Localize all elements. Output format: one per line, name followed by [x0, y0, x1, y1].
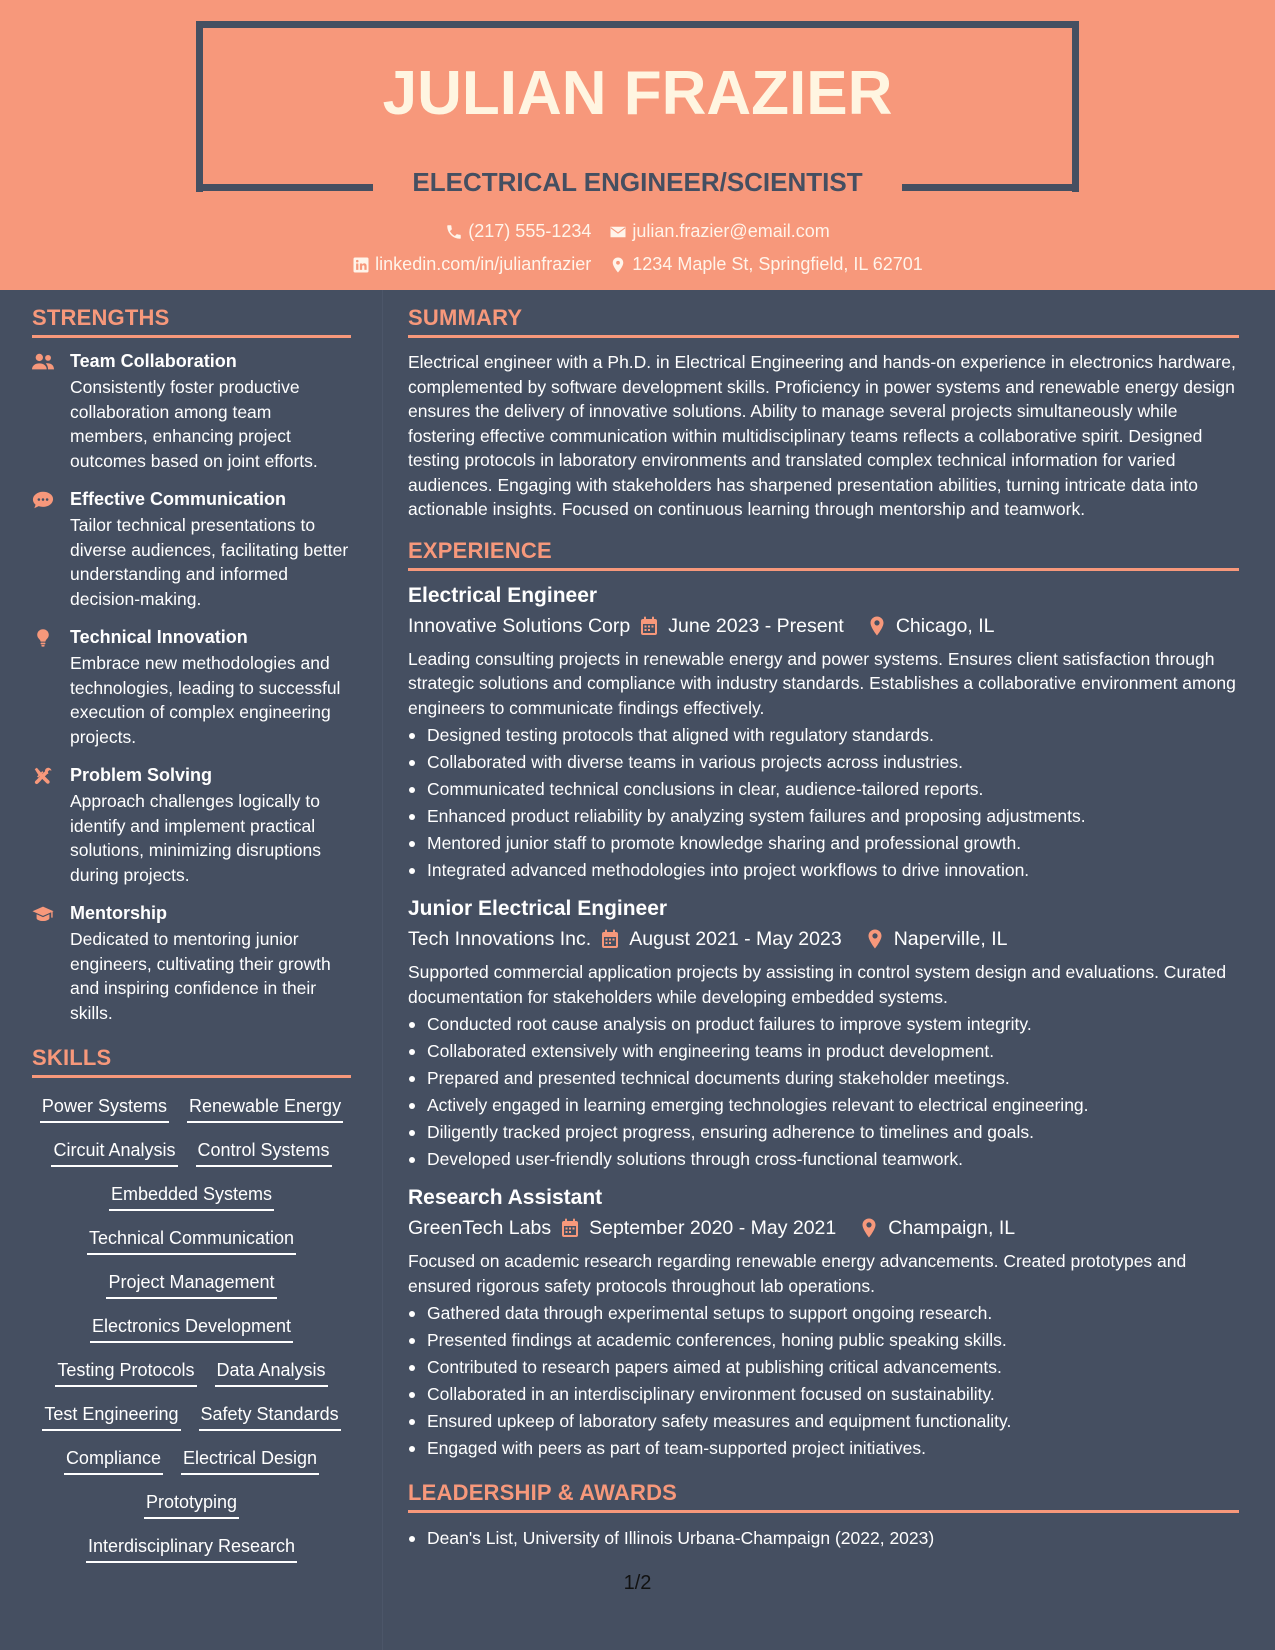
job-meta: [408, 1215, 1239, 1241]
summary-text: Electrical engineer with a Ph.D. in Electrical Engineering and hands-on experience in electronics hardware, complemented by software development skills. Proficiency in power systems and renewable energy design ensures the delivery of innovative solutions. Ability to manage several projects simultaneously while fostering effective communication within multidisciplinary teams reflects a collaborative spirit. Designed testing protocols in laboratory environments and translated complex technical information for varied audiences. Engaging with stakeholders has sharpened presentation abilities, turning intricate data into actionable insights. Focused on continuous learning through mentorship and teamwork.: [408, 352, 1236, 519]
job-description: Focused on academic research regarding renewable energy advancements. Created prototypes and ensured rigorous safety protocols throughout lab operations.: [408, 1251, 1187, 1296]
map-pin-icon: [860, 1218, 878, 1238]
linkedin-contact[interactable]: [352, 254, 591, 275]
job-dates: September 2020 - May 2021: [589, 1217, 837, 1239]
phone-icon: [445, 223, 463, 241]
right-column: [408, 305, 1239, 1552]
strength-desc: Consistently foster productive collaboration among team members, enhancing project outcomes based on joint efforts.: [70, 377, 318, 471]
skill-tag: Power Systems: [40, 1094, 169, 1123]
calendar-icon: [561, 1218, 579, 1238]
job-entry: [408, 1185, 1239, 1462]
lightbulb-icon: [32, 626, 56, 749]
skill-tag: Safety Standards: [199, 1402, 341, 1431]
bullet-item: Actively engaged in learning emerging technologies relevant to electrical engineering.: [408, 1092, 1239, 1119]
bullet-item: Mentored junior staff to promote knowledge sharing and professional growth.: [408, 830, 1239, 857]
job-bullets: [408, 722, 1239, 884]
skill-tag: Circuit Analysis: [51, 1138, 177, 1167]
users-icon: [32, 350, 56, 473]
strength-title: Technical Innovation: [70, 627, 248, 647]
strength-desc: Dedicated to mentoring junior engineers, cultivating their growth and inspiring confidence in their skills.: [70, 929, 331, 1023]
contact-row-2: [0, 254, 1275, 275]
calendar-icon: [601, 929, 619, 949]
skill-tag: Testing Protocols: [55, 1358, 196, 1387]
skill-row: [32, 1358, 351, 1387]
job-location: Chicago, IL: [895, 614, 995, 637]
candidate-name: JULIAN FRAZIER: [382, 59, 893, 128]
skill-tag: Interdisciplinary Research: [86, 1534, 297, 1563]
skill-tag: Renewable Energy: [187, 1094, 343, 1123]
page-number: 1/2: [623, 1572, 652, 1594]
email-text: julian.frazier@email.com: [632, 221, 830, 241]
bullet-item: Developed user-friendly solutions through cross-functional teamwork.: [408, 1146, 1239, 1173]
bullet-item: Collaborated extensively with engineering teams in product development.: [408, 1038, 1239, 1065]
job-bullets: [408, 1011, 1239, 1173]
strength-item: [32, 350, 351, 473]
bullet-item: Diligently tracked project progress, ensuring adherence to timelines and goals.: [408, 1119, 1239, 1146]
linkedin-text: linkedin.com/in/julianfrazier: [375, 254, 592, 274]
linkedin-icon: [352, 256, 370, 274]
left-column: [32, 305, 351, 1578]
job-entry: [408, 896, 1239, 1173]
job-company: Innovative Solutions Corp: [408, 614, 631, 637]
job-company: GreenTech Labs: [408, 1217, 552, 1239]
job-dates: August 2021 - May 2023: [629, 928, 842, 950]
strength-item: [32, 764, 351, 887]
bullet-item: Integrated advanced methodologies into project workflows to drive innovation.: [408, 857, 1239, 884]
skills-list: [32, 1094, 351, 1563]
bullet-item: Communicated technical conclusions in clear, audience-tailored reports.: [408, 776, 1239, 803]
summary-heading: SUMMARY: [408, 305, 1239, 338]
skill-row: [32, 1182, 351, 1211]
awards-list: [408, 1525, 1239, 1552]
bullet-item: Engaged with peers as part of team-supported project initiatives.: [408, 1435, 1239, 1462]
tools-icon: [32, 764, 56, 887]
skill-tag: Technical Communication: [87, 1226, 296, 1255]
job-meta: [408, 926, 1239, 952]
speech-bubble-icon: [32, 488, 56, 611]
envelope-icon: [609, 223, 627, 241]
bullet-item: Conducted root cause analysis on product failures to improve system integrity.: [408, 1011, 1239, 1038]
strength-item: [32, 488, 351, 611]
email-contact[interactable]: [609, 221, 829, 242]
skill-tag: Prototyping: [144, 1490, 239, 1519]
contact-row-1: [0, 221, 1275, 242]
bullet-item: Designed testing protocols that aligned with regulatory standards.: [408, 722, 1239, 749]
strength-title: Mentorship: [70, 903, 167, 923]
skill-tag: Test Engineering: [42, 1402, 180, 1431]
address-contact: [609, 254, 923, 275]
skill-row: [32, 1270, 351, 1299]
skill-row: [32, 1094, 351, 1123]
job-dates: June 2023 - Present: [668, 614, 844, 637]
title-frame-edge-right: [902, 184, 1079, 191]
skill-row: [32, 1534, 351, 1563]
skill-tag: Project Management: [106, 1270, 276, 1299]
job-title: ELECTRICAL ENGINEER/SCIENTIST: [412, 167, 863, 197]
graduation-cap-icon: [32, 902, 56, 1025]
skill-row: [32, 1226, 351, 1255]
job-company: Tech Innovations Inc.: [408, 928, 592, 950]
map-pin-icon: [609, 256, 627, 274]
awards-heading: LEADERSHIP & AWARDS: [408, 1480, 1239, 1513]
award-item: Dean's List, University of Illinois Urbana-Champaign (2022, 2023): [408, 1525, 1239, 1552]
bullet-item: Presented findings at academic conferences, honing public speaking skills.: [408, 1327, 1239, 1354]
map-pin-icon: [868, 616, 886, 636]
skill-row: [32, 1138, 351, 1167]
bullet-item: Contributed to research papers aimed at publishing critical advancements.: [408, 1354, 1239, 1381]
strength-item: [32, 902, 351, 1025]
map-pin-icon: [866, 929, 884, 949]
job-role: Junior Electrical Engineer: [408, 897, 668, 920]
skill-tag: Electronics Development: [90, 1314, 293, 1343]
job-description: Leading consulting projects in renewable energy and power systems. Ensures client satisfaction through strategic solutions and compliance with industry standards. Establishes a collaborative environment among engineers to communicate findings effectively.: [408, 648, 1236, 718]
calendar-icon: [640, 616, 658, 636]
job-location: Naperville, IL: [893, 928, 1008, 950]
strength-desc: Embrace new methodologies and technologies, leading to successful execution of complex engineering projects.: [70, 653, 341, 747]
skill-row: [32, 1490, 351, 1519]
strength-item: [32, 626, 351, 749]
job-role: Research Assistant: [408, 1186, 603, 1209]
skill-row: [32, 1446, 351, 1475]
skill-tag: Data Analysis: [215, 1358, 328, 1387]
experience-heading: EXPERIENCE: [408, 538, 1239, 571]
skill-row: [32, 1402, 351, 1431]
job-meta: [408, 613, 1239, 639]
bullet-item: Ensured upkeep of laboratory safety measures and equipment functionality.: [408, 1408, 1239, 1435]
bullet-item: Gathered data through experimental setups to support ongoing research.: [408, 1300, 1239, 1327]
strength-title: Team Collaboration: [70, 351, 237, 371]
skill-tag: Compliance: [64, 1446, 163, 1475]
bullet-item: Prepared and presented technical documents during stakeholder meetings.: [408, 1065, 1239, 1092]
strength-desc: Approach challenges logically to identify and implement practical solutions, minimizing disruptions during projects.: [70, 791, 321, 885]
bullet-item: Enhanced product reliability by analyzing system failures and proposing adjustments.: [408, 803, 1239, 830]
phone-contact[interactable]: [445, 221, 591, 242]
job-role: Electrical Engineer: [408, 583, 598, 607]
strengths-heading: STRENGTHS: [32, 305, 351, 338]
strength-title: Effective Communication: [70, 489, 287, 509]
job-location: Champaign, IL: [888, 1217, 1016, 1239]
skill-tag: Electrical Design: [181, 1446, 319, 1475]
skill-tag: Control Systems: [196, 1138, 332, 1167]
phone-text: (217) 555-1234: [468, 221, 592, 241]
resume-header: [0, 0, 1275, 290]
skill-row: [32, 1314, 351, 1343]
job-bullets: [408, 1300, 1239, 1462]
title-frame-edge-left: [196, 184, 373, 191]
column-divider: [382, 290, 383, 1650]
strength-desc: Tailor technical presentations to diverse audiences, facilitating better understanding and informed decision-making.: [70, 515, 349, 609]
skill-tag: Embedded Systems: [109, 1182, 274, 1211]
skills-heading: SKILLS: [32, 1045, 351, 1078]
job-entry: [408, 583, 1239, 885]
strength-title: Problem Solving: [70, 765, 213, 785]
job-description: Supported commercial application projects by assisting in control system design and evaluations. Curated documentation for stakeholders while developing embedded systems.: [408, 962, 1227, 1007]
bullet-item: Collaborated with diverse teams in various projects across industries.: [408, 749, 1239, 776]
bullet-item: Collaborated in an interdisciplinary environment focused on sustainability.: [408, 1381, 1239, 1408]
address-text: 1234 Maple St, Springfield, IL 62701: [632, 254, 923, 274]
